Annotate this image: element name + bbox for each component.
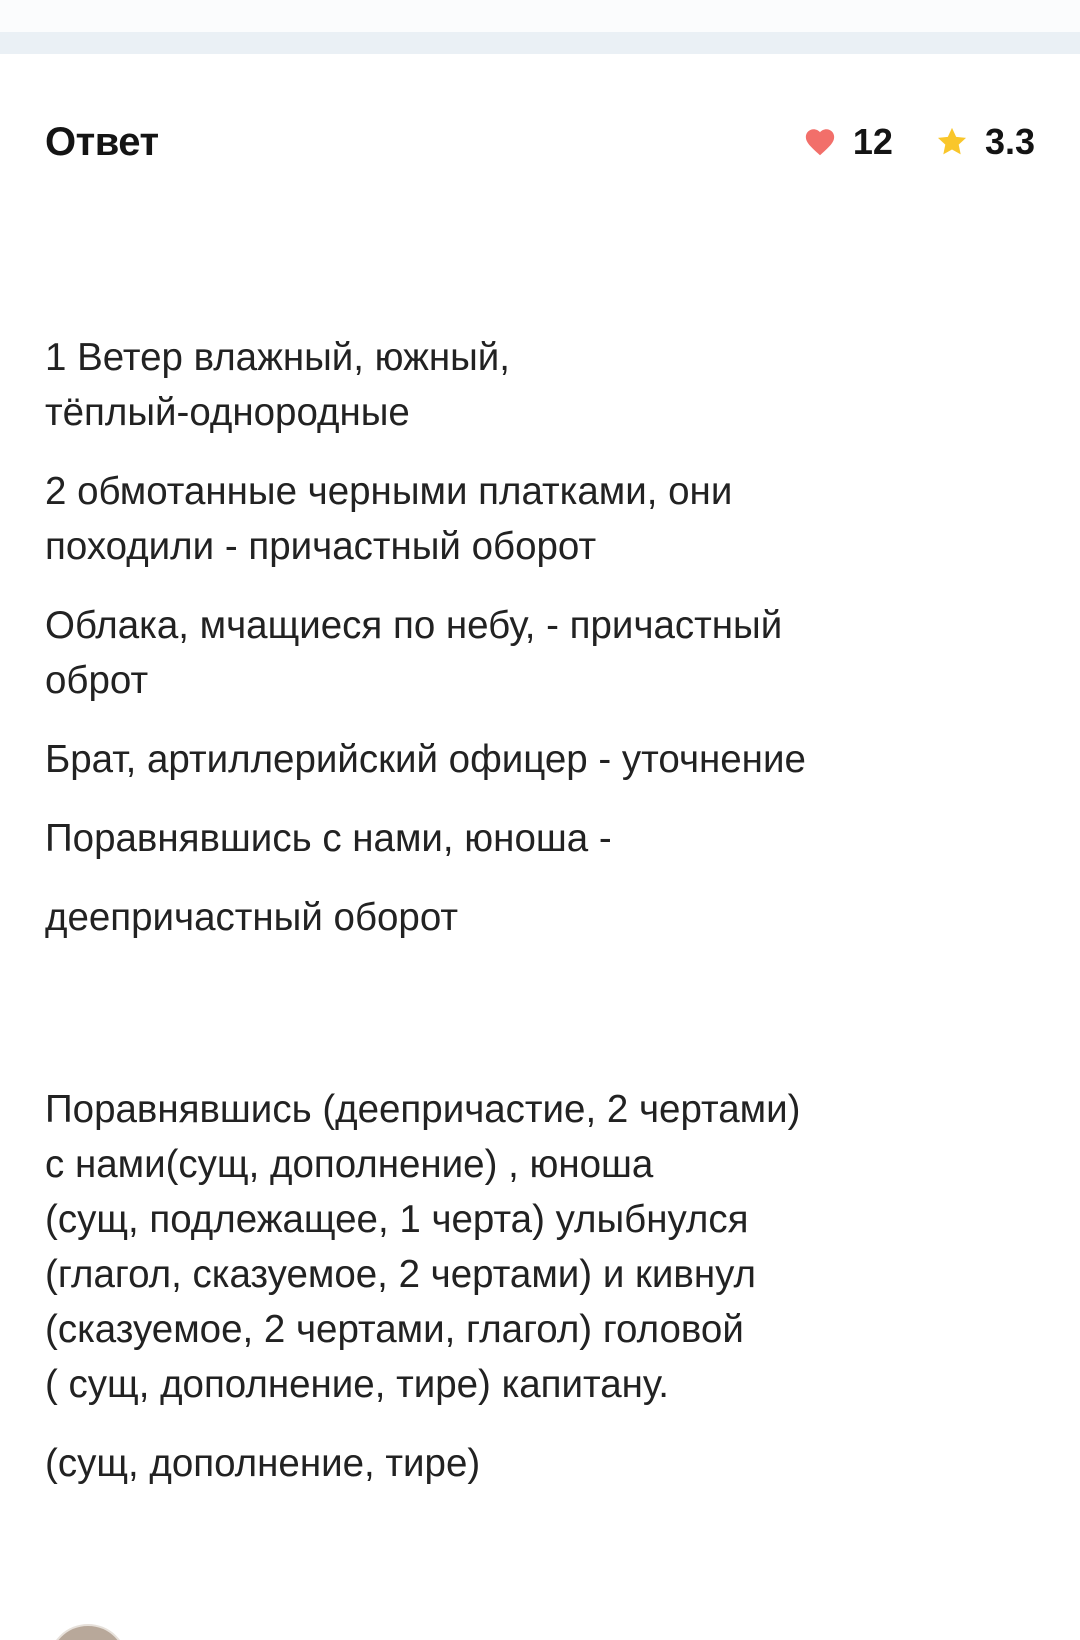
answer-line: Поравнявшись с нами, юноша -: [45, 817, 612, 860]
heart-icon: [803, 125, 837, 159]
paragraph-gap: [45, 787, 1035, 811]
answer-line: оброт: [45, 659, 149, 702]
answer-paragraph-6: [45, 890, 1035, 945]
answer-line: ( сущ, дополнение, тире) капитану.: [45, 1363, 669, 1406]
answer-paragraph-2: [45, 464, 1035, 574]
answer-line: походили - причастный оборот: [45, 525, 597, 568]
answer-line: (сущ, дополнение, тире): [45, 1442, 481, 1485]
answer-body: [45, 330, 1035, 1491]
answer-line: 1 Ветер влажный, южный,: [45, 336, 511, 379]
answer-paragraph-8: [45, 1436, 1035, 1491]
answer-paragraph-1: [45, 330, 1035, 440]
answer-line: Брат, артиллерийский офицер - уточнение: [45, 738, 806, 781]
answer-line: (глагол, сказуемое, 2 чертами) и кивнул: [45, 1253, 756, 1296]
paragraph-gap: [45, 574, 1035, 598]
answer-line: (сказуемое, 2 чертами, глагол) головой: [45, 1308, 744, 1351]
answer-line: тёплый-однородные: [45, 391, 410, 434]
answer-header: [45, 112, 1035, 172]
answer-paragraph-3: [45, 598, 1035, 708]
section-divider: [0, 32, 1080, 54]
rating-display[interactable]: [935, 121, 1035, 163]
answer-line: Облака, мчащиеся по небу, - причастный: [45, 604, 783, 647]
avatar[interactable]: [48, 1624, 128, 1640]
paragraph-gap: [45, 440, 1035, 464]
answer-paragraph-4: [45, 732, 1035, 787]
paragraph-gap: [45, 866, 1035, 890]
answer-paragraph-7: [45, 1082, 1035, 1412]
star-icon: [935, 125, 969, 159]
likes-count: 12: [852, 121, 893, 162]
likes-counter[interactable]: [803, 121, 893, 163]
answer-line: 2 обмотанные черными платками, они: [45, 470, 733, 513]
paragraph-gap-large: [45, 945, 1035, 1082]
paragraph-gap: [45, 1412, 1035, 1436]
rating-value: 3.3: [984, 121, 1035, 162]
answer-line: (сущ, подлежащее, 1 черта) улыбнулся: [45, 1198, 749, 1241]
answer-line: с нами(сущ, дополнение) , юноша: [45, 1143, 654, 1186]
answer-line: Поравнявшись (деепричастие, 2 чертами): [45, 1088, 801, 1131]
answer-title: Ответ: [45, 119, 159, 164]
answer-line: деепричастный оборот: [45, 896, 459, 939]
answer-stats: [761, 121, 1035, 163]
answer-paragraph-5: [45, 811, 1035, 866]
top-band: [0, 0, 1080, 32]
paragraph-gap: [45, 708, 1035, 732]
